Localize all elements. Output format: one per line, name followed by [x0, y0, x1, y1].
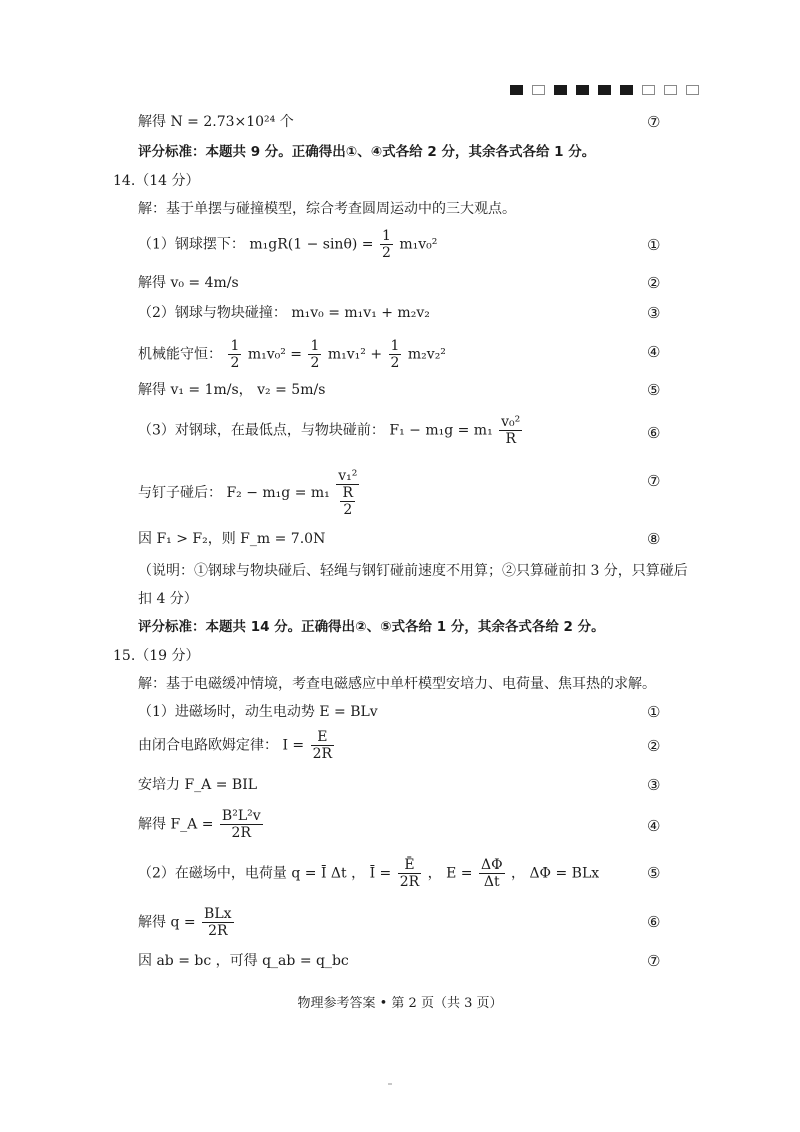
scan-speck: [388, 1083, 392, 1085]
q14-step1-lhs: m₁gR(1 − sinθ) =: [249, 236, 374, 253]
frac-den: 2: [310, 355, 320, 371]
q15-heading: 15.（19 分）: [113, 648, 200, 664]
eq-number: ①: [647, 236, 661, 254]
q14-energy-label: 机械能守恒：: [138, 346, 222, 363]
frac-den: 2: [343, 502, 353, 518]
eq-number: ④: [647, 343, 661, 361]
frac-den: Δt: [483, 874, 500, 890]
q14-step1: [138, 228, 437, 261]
filled-square-mark: [576, 85, 589, 95]
q14-step1-label: （1）钢球摆下：: [138, 236, 245, 253]
empty-square-mark: [642, 85, 655, 95]
q14-step1-rhs: m₁v₀²: [399, 236, 438, 253]
frac-den: 2R: [399, 874, 420, 890]
v0-over-r: [499, 414, 522, 447]
q15-ampere: 安培力 F_A = BIL: [138, 777, 258, 793]
q15-ohm: [138, 729, 336, 762]
frac-num: 1: [310, 338, 320, 354]
half-fraction: [228, 338, 241, 371]
empty-square-mark: [532, 85, 545, 95]
eq-number: ②: [647, 274, 661, 292]
eq-number: ⑦: [647, 113, 661, 131]
eq-number: ⑤: [647, 864, 661, 882]
frac-num: R: [340, 485, 355, 502]
q14-scoring-standard: 评分标准：本题共 14 分。正确得出②、⑤式各给 1 分，其余各式各给 2 分。: [138, 619, 605, 635]
q14-energy-term-c: m₂v₂²: [407, 346, 446, 363]
q15-step1: （1）进磁场时，动生电动势 E = BLv: [138, 704, 378, 720]
frac-num: v₀²: [501, 414, 521, 430]
q14-step3-label: （3）对钢球，在最低点，与物块碰前： F₁ − m₁g = m₁: [138, 422, 493, 439]
half-fraction: [308, 338, 321, 371]
q15-ohm-label: 由闭合电路欧姆定律： I =: [138, 737, 305, 754]
q15-ampere-result: [138, 808, 265, 841]
q15-equal-charge: 因 ab = bc ，可得 q_ab = q_bc: [138, 953, 349, 969]
eq-number: ⑥: [647, 913, 661, 931]
q15-charge: [138, 906, 236, 939]
q14-note-line2: 扣 4 分）: [138, 591, 198, 607]
header-marks: [510, 85, 699, 95]
e-over-2r: [311, 729, 334, 762]
q14-nail-label: 与钉子碰后： F₂ − m₁g = m₁: [138, 485, 330, 501]
q15-fa2-label: 解得 F_A =: [138, 816, 214, 833]
q15-step2-label: （2）在磁场中，电荷量 q = Ī Δt ， Ī =: [138, 865, 392, 882]
eq-number: ⑤: [647, 381, 661, 399]
q15-intro: 解：基于电磁缓冲情境，考查电磁感应中单杆模型安培力、电荷量、焦耳热的求解。: [138, 676, 656, 692]
frac-den: 2R: [312, 746, 333, 762]
q14-v0: 解得 v₀ = 4m/s: [138, 275, 239, 291]
filled-square-mark: [510, 85, 523, 95]
eq-number: ③: [647, 776, 661, 794]
q15-step2-mid: ， E =: [427, 865, 473, 882]
page-footer: 物理参考答案 • 第 2 页（共 3 页）: [297, 996, 503, 1011]
frac-den: R: [505, 431, 516, 447]
q15-step2-tail: ， ΔΦ = BLx: [511, 865, 600, 882]
filled-square-mark: [598, 85, 611, 95]
q14-v1v2: 解得 v₁ = 1m/s， v₂ = 5m/s: [138, 382, 326, 398]
eq-number: ③: [647, 304, 661, 322]
frac-den: 2: [230, 355, 240, 371]
frac-num: 1: [390, 338, 400, 354]
frac-num: v₁²: [338, 468, 358, 484]
q14-energy-term-a: m₁v₀² =: [247, 346, 303, 363]
dphi-over-dt: [479, 857, 505, 890]
frac-den: 2: [381, 245, 391, 261]
q14-energy-term-b: m₁v₁² +: [327, 346, 383, 363]
frac-num: E: [311, 729, 334, 746]
frac-den: 2R: [231, 825, 251, 841]
q14-nail: [138, 468, 361, 518]
blx-over-2r: [202, 906, 233, 939]
q14-intro: 解：基于单摆与碰撞模型，综合考查圆周运动中的三大观点。: [138, 201, 516, 217]
q14-result: 因 F₁ > F₂，则 F_m = 7.0N: [138, 531, 326, 547]
frac-num: 1: [230, 338, 240, 354]
q14-momentum: （2）钢球与物块碰撞： m₁v₀ = m₁v₁ + m₂v₂: [138, 305, 430, 321]
half-fraction: [380, 228, 393, 261]
eq-number: ④: [647, 817, 661, 835]
half-fraction: [389, 338, 402, 371]
frac-num: ΔΦ: [480, 857, 503, 873]
q15-q-label: 解得 q =: [138, 914, 196, 931]
frac-den: 2R: [208, 923, 228, 939]
frac-den: 2: [390, 355, 400, 371]
frac-num: B²L²v: [221, 808, 261, 824]
half-r-fraction: [338, 485, 357, 518]
q14-heading: 14.（14 分）: [113, 173, 200, 189]
eq-number: ⑥: [647, 424, 661, 442]
empty-square-mark: [686, 85, 699, 95]
ebar-over-2r: [398, 857, 421, 890]
v1-over-half-r: [336, 468, 359, 518]
scoring-standard-13: 评分标准：本题共 9 分。正确得出①、④式各给 2 分，其余各式各给 1 分。: [138, 144, 596, 160]
empty-square-mark: [664, 85, 677, 95]
eq-number: ⑦: [647, 472, 661, 490]
eq-number: ①: [647, 703, 661, 721]
q14-step3: [138, 414, 524, 447]
filled-square-mark: [554, 85, 567, 95]
line-solve-n: 解得 N = 2.73×10²⁴ 个: [138, 114, 294, 130]
frac-num: BLx: [204, 906, 232, 922]
q15-step2: [138, 857, 599, 890]
frac-num: Ē: [398, 857, 421, 874]
eq-number: ⑦: [647, 952, 661, 970]
filled-square-mark: [620, 85, 633, 95]
eq-number: ②: [647, 737, 661, 755]
b2l2v-over-2r: [220, 808, 263, 841]
q14-energy: [138, 338, 446, 371]
q14-note-line1: （说明：①钢球与物块碰后、轻绳与钢钉碰前速度不用算；②只算碰前扣 3 分，只算碰后: [138, 563, 688, 579]
frac-num: 1: [381, 228, 391, 244]
eq-number: ⑧: [647, 530, 661, 548]
